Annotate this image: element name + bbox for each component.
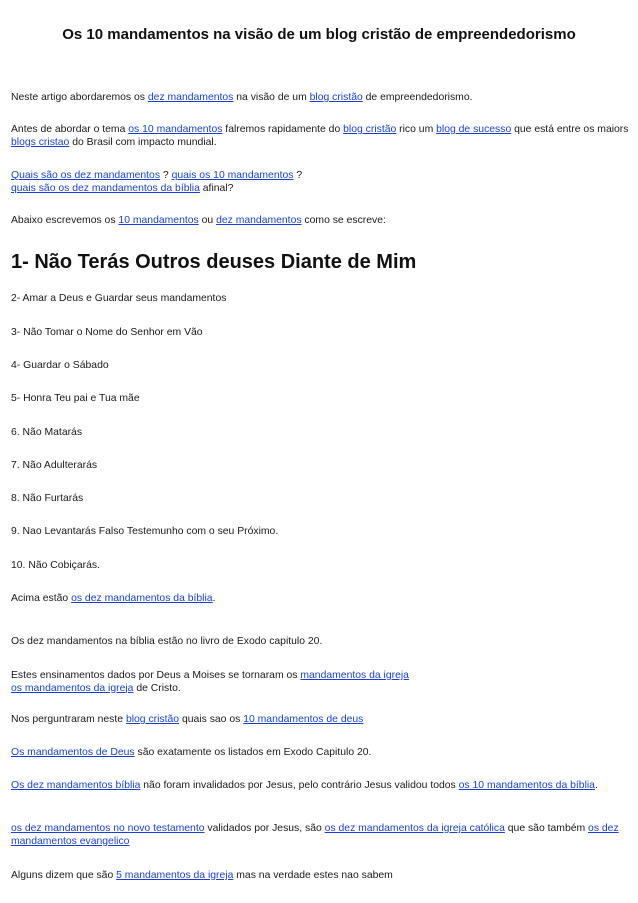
link-5-mandamentos-da-igreja[interactable]: 5 mandamentos da igreja (116, 870, 234, 881)
commandment-item: 7. Não Adulterarás (11, 460, 98, 471)
text: na visão de um (233, 92, 310, 103)
text: que são também (504, 823, 589, 834)
mandamentos-deus-paragraph (11, 747, 629, 760)
link-os-10-mandamentos[interactable]: os 10 mandamentos (128, 124, 223, 135)
link-quais-dez-mandamentos-biblia[interactable]: quais são os dez mandamentos da bíblia (11, 182, 200, 194)
link-dez-mandamentos[interactable]: dez mandamentos (216, 215, 302, 226)
intro-paragraph (11, 92, 629, 105)
exodo-paragraph: Os dez mandamentos na bíblia estão no livro de Exodo capitulo 20. (11, 636, 323, 647)
commandment-item: 3- Não Tomar o Nome do Senhor em Vão (11, 327, 203, 338)
text: que está entre os maiors (511, 124, 629, 135)
text: de Cristo. (133, 682, 181, 694)
text: Neste artigo abordaremos os (11, 92, 148, 103)
link-dez-mandamentos-biblia[interactable]: os dez mandamentos da bíblia (71, 593, 213, 604)
text: do Brasil com impacto mundial. (69, 136, 217, 148)
text: ou (198, 215, 217, 226)
link-dez-mandamentos-evangelico[interactable]: os dez mandamentos evangelico (11, 823, 619, 847)
commandment-item: 9. Nao Levantarás Falso Testemunho com o seu Próximo. (11, 526, 279, 537)
text: não foram invalidados por Jesus, pelo contrário Jesus validou todos (140, 780, 459, 791)
commandment-item: 4- Guardar o Sábado (11, 360, 109, 371)
page-title: Os 10 mandamentos na visão de um blog cristão de empreendedorismo (62, 26, 576, 43)
text: rico um (396, 124, 437, 135)
text: são exatamente os listados em Exodo Capitulo 20. (134, 747, 372, 758)
commandment-item: 6. Não Matarás (11, 427, 83, 438)
alguns-paragraph (11, 870, 629, 883)
ensinamentos-paragraph (11, 670, 629, 695)
commandment-item: 10. Não Cobiçarás. (11, 560, 100, 571)
text: Estes ensinamentos dados por Deus a Moises se tornaram os (11, 670, 301, 681)
abaixo-paragraph (11, 215, 629, 228)
link-dez-mandamentos[interactable]: dez mandamentos (147, 92, 234, 103)
text: de empreendedorismo. (362, 92, 473, 103)
link-blog-cristao[interactable]: blog cristão (309, 92, 363, 103)
text: quais sao os (179, 714, 244, 725)
link-mandamentos-da-igreja[interactable]: mandamentos da igreja (300, 670, 409, 681)
acima-paragraph (11, 593, 629, 606)
text: Abaixo escrevemos os (11, 215, 119, 226)
commandment-item: 2- Amar a Deus e Guardar seus mandamentos (11, 293, 227, 304)
text: como se escreve: (301, 215, 386, 226)
link-10-mandamentos-da-biblia[interactable]: os 10 mandamentos da bíblia (458, 780, 595, 791)
text: . (594, 780, 598, 791)
text: Antes de abordar o tema (11, 124, 129, 135)
text: mas na verdade estes nao sabem (233, 870, 393, 881)
text: falremos rapidamente do (222, 124, 344, 135)
link-blog-cristao[interactable]: blog cristão (343, 124, 397, 135)
link-quais-os-10-mandamentos[interactable]: quais os 10 mandamentos (171, 170, 294, 181)
quais-paragraph (11, 170, 629, 195)
link-blog-cristao[interactable]: blog cristão (125, 714, 180, 725)
link-10-mandamentos[interactable]: 10 mandamentos (118, 215, 199, 226)
novo-testamento-paragraph (11, 823, 629, 848)
link-dez-mandamentos-novo-testamento[interactable]: os dez mandamentos no novo testamento (11, 823, 205, 834)
link-mandamentos-de-deus[interactable]: Os mandamentos de Deus (11, 747, 135, 758)
link-10-mandamentos-de-deus[interactable]: 10 mandamentos de deus (243, 714, 364, 725)
link-blogs-cristao[interactable]: blogs cristao (11, 136, 70, 148)
invalidados-paragraph (11, 780, 629, 793)
section-heading: 1- Não Terás Outros deuses Diante de Mim (11, 251, 417, 273)
text: afinal? (199, 182, 234, 194)
text: validados por Jesus, são (204, 823, 325, 834)
link-blog-de-sucesso[interactable]: blog de sucesso (436, 124, 512, 135)
link-os-mandamentos-da-igreja[interactable]: os mandamentos da igreja (11, 682, 134, 694)
text: Alguns dizem que são (11, 870, 117, 881)
text: . (212, 593, 216, 604)
perguntaram-paragraph (11, 714, 629, 727)
antes-paragraph (11, 124, 629, 149)
text: ? (293, 170, 303, 181)
link-dez-mandamentos-biblia[interactable]: Os dez mandamentos bíblia (11, 780, 141, 791)
commandment-item: 5- Honra Teu pai e Tua mãe (11, 393, 140, 404)
text: Nos perguntraram neste (11, 714, 126, 725)
commandment-item: 8. Não Furtarás (11, 493, 84, 504)
link-dez-mandamentos-igreja-catolica[interactable]: os dez mandamentos da igreja católica (324, 823, 505, 834)
link-quais-sao-dez-mandamentos[interactable]: Quais são os dez mandamentos (11, 170, 161, 181)
text: Acima estão (11, 593, 72, 604)
text: ? (160, 170, 172, 181)
